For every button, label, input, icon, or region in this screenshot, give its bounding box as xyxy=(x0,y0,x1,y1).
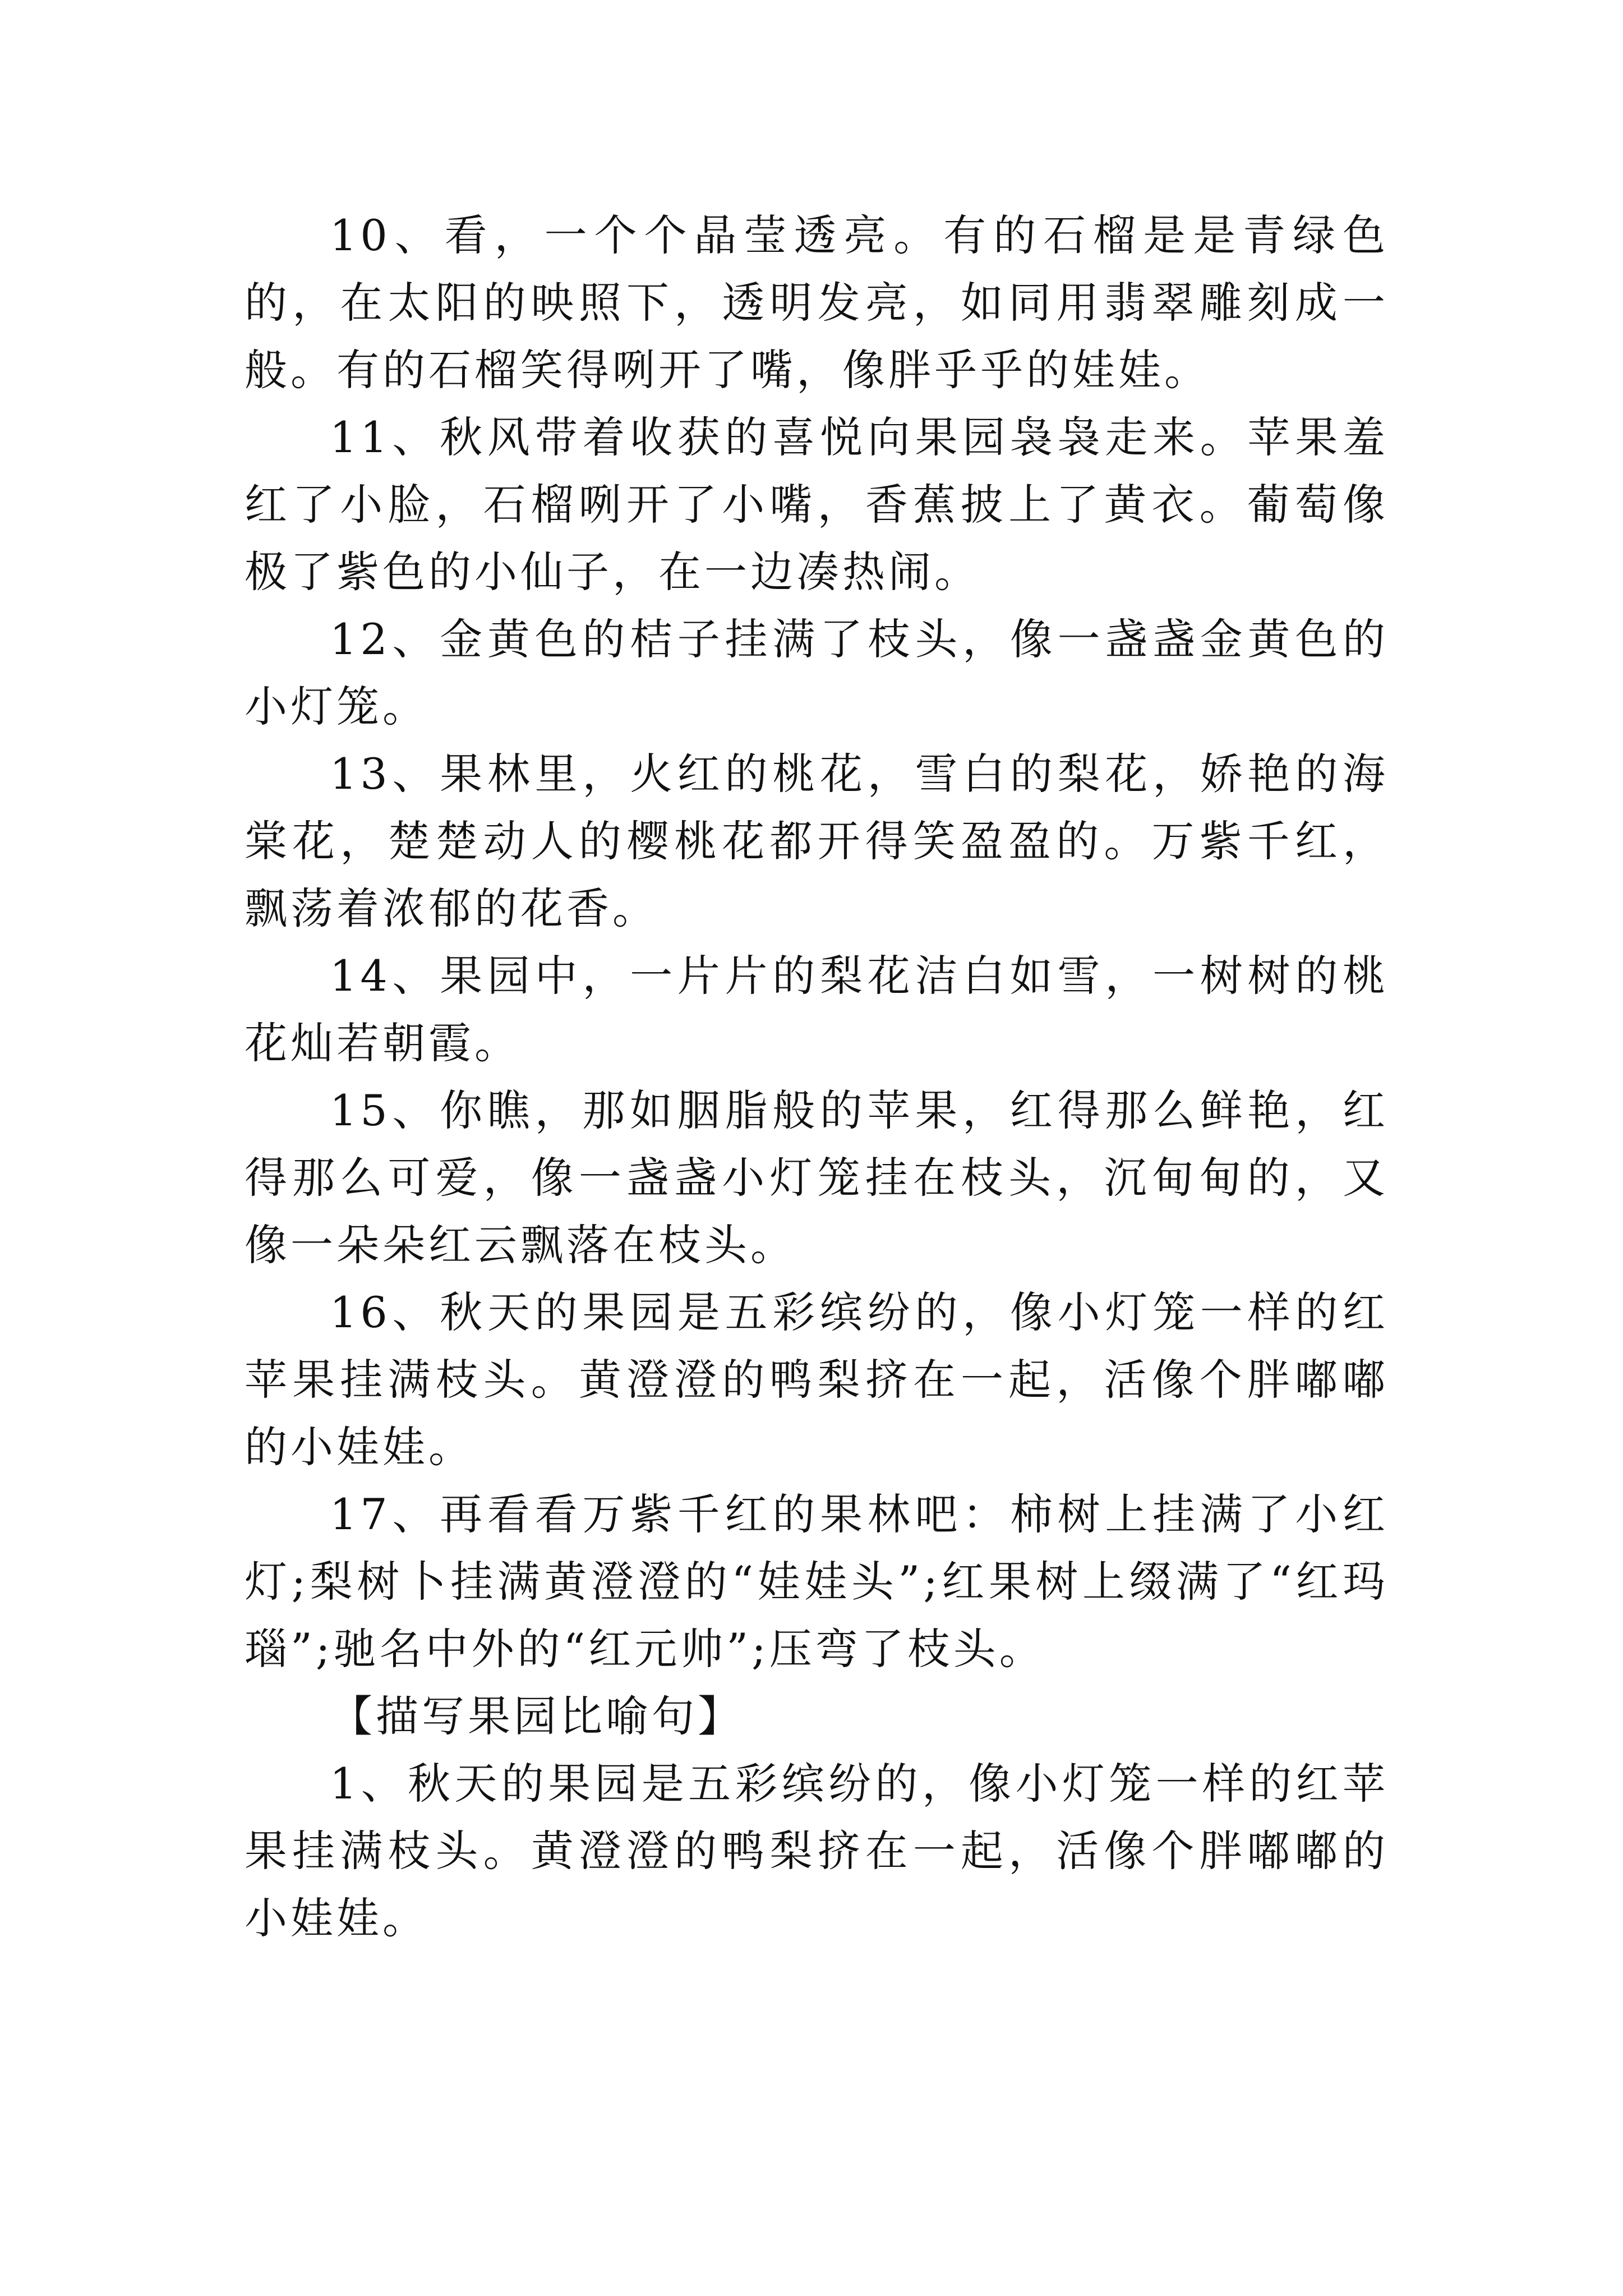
paragraph-15: 15、你瞧，那如胭脂般的苹果，红得那么鲜艳，红得那么可爱，像一盏盏小灯笼挂在枝头，沉甸甸的，又像一朵朵红云飘落在枝头。 xyxy=(245,1085,1389,1270)
paragraph-13: 13、果林里，火红的桃花，雪白的梨花，娇艳的海棠花，楚楚动人的樱桃花都开得笑盈盈的。万紫千红，飘荡着浓郁的花香。 xyxy=(245,749,1389,933)
paragraph-1: 1、秋天的果园是五彩缤纷的，像小灯笼一样的红苹果挂满枝头。黄澄澄的鸭梨挤在一起，活像个胖嘟嘟的小娃娃。 xyxy=(245,1759,1389,1943)
paragraph-14: 14、果园中，一片片的梨花洁白如雪，一树树的桃花灿若朝霞。 xyxy=(245,951,1389,1068)
paragraph-17: 17、再看看万紫千红的果林吧：柿树上挂满了小红灯;梨树卜挂满黄澄澄的“娃娃头”;红果树上缀满了“红玛瑙”;驰名中外的“红元帅”;压弯了枝头。 xyxy=(245,1489,1389,1674)
document-body xyxy=(245,202,1389,1952)
paragraph-11: 11、秋风带着收获的喜悦向果园袅袅走来。苹果羞红了小脸，石榴咧开了小嘴，香蕉披上了黄衣。葡萄像极了紫色的小仙子，在一边凑热闹。 xyxy=(245,412,1389,597)
section-heading: 【描写果园比喻句】 xyxy=(330,1691,744,1741)
paragraph-10: 10、看，一个个晶莹透亮。有的石榴是是青绿色的，在太阳的映照下，透明发亮，如同用翡翠雕刻成一般。有的石榴笑得咧开了嘴，像胖乎乎的娃娃。 xyxy=(245,210,1389,395)
paragraph-16: 16、秋天的果园是五彩缤纷的，像小灯笼一样的红苹果挂满枝头。黄澄澄的鸭梨挤在一起，活像个胖嘟嘟的小娃娃。 xyxy=(245,1287,1389,1472)
paragraph-12: 12、金黄色的桔子挂满了枝头，像一盏盏金黄色的小灯笼。 xyxy=(245,614,1389,731)
